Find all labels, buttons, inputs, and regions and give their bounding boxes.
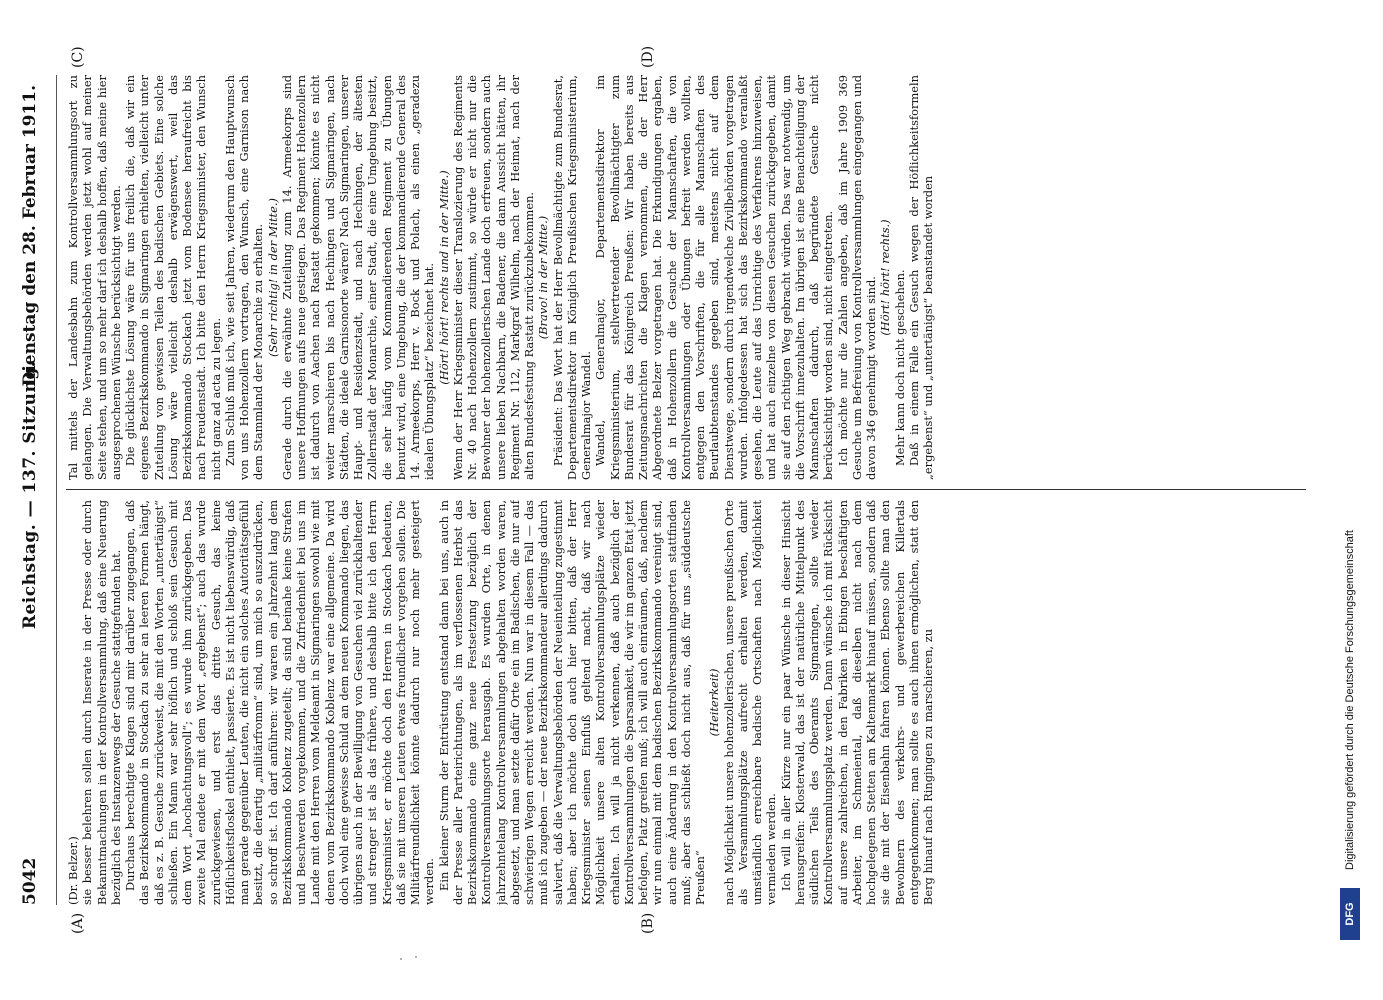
interjection: (Bravo! in der Mitte.): [536, 215, 551, 340]
margin-marker-a: (A): [70, 912, 86, 934]
scan-speck: [415, 956, 417, 958]
credit-text: Digitalisierung gefördert durch die Deutsche Forschungsgemeinschaft: [1344, 530, 1356, 870]
paragraph: Wenn der Herr Kriegsminister dieser Translozierung des Regiments Nr. 40 nach Hohenzollern zustimmt, so würde er nicht nur die Bewohner der hohenzollerischen Lande doch erfreuen, sondern auch unsere lieben Nachbarn, die Badener, die dann Aussicht hätten, ihr Regiment Nr. 112, Markgraf Wilhelm, nach der Heimat, nach der alten Bundesfestung Rastatt zurückzubekommen.: [450, 75, 536, 480]
interjection: (Heiterkeit): [707, 668, 722, 737]
paragraph: Mehr kann doch nicht geschehen.: [892, 269, 907, 466]
paragraph: Ich möchte nur die Zahlen angeben, daß im Jahre 1909 369 Gesuche um Befreiung von Kontrollversammlungen eingegangen und davon 346 genehmigt worden sind.: [835, 75, 878, 480]
header-rule: [56, 75, 57, 905]
margin-marker-d: (D): [640, 45, 656, 68]
interjection: (Hört! hört! rechts und in der Mitte.): [436, 170, 451, 385]
paragraph: Durchaus berechtigte Klagen sind mir darüber zugegangen, daß das Bezirkskommando in Stockach zu sehr an leeren Formen hängt, daß es z. B. Gesuche zurückweist, die mit den Worten „untertänigst“ schließen. Ein Mann war sehr höflich und schloß sein Gesuch mit dem Wort „hochachtungsvoll“; es wurde ihm zurückgegeben. Das zweite Mal endete er mit dem Wort „ergebenst“; auch das wurde zurückgewiesen, und erst das dritte Gesuch, das keine Höflichkeitsfloskel enthielt, passierte. Es ist nicht liebenswürdig, daß man gerade gegenüber Leuten, die nicht ein solches Autoritätsgefühl besitzt, die derartig „militärfromm“ sind, um mich so auszudrücken, so schroff ist. Ich darf anführen: wir waren ein Jahrzehnt lang dem Bezirkskommando Koblenz zugeteilt; da sind beinahe keine Strafen und Beschwerden vorgekommen, und die Zufriedenheit bei uns im Lande mit den Herren vom Meldeamt in Sigmaringen sowohl wie mit denen vom Bezirkskommando Koblenz war eine allgemeine. Da wird doch wohl eine gewisse Schuld an dem neuen Kommando liegen, das übrigens auch in der Bewilligung von Gesuchen viel zurückhaltender und strenger ist als das frühere, und deshalb bitte ich den Herrn Kriegsminister, er möchte doch den Herren in Stockach bedeuten, daß sie mit unseren Leuten etwas freundlicher vorgehen sollen. Die Militärfreundlichkeit könnte dadurch nur noch mehr gesteigert werden.: [123, 500, 437, 905]
margin-marker-b: (B): [640, 912, 656, 934]
left-text-column: [66, 500, 1306, 905]
paragraph: Wandel, Generalmajor, Departementsdirektor im Kriegsministerium, stellvertretender Bevollmächtigter zum Bundesrat für das Königreich Preußen: Wir haben bereits aus Zeitungsnachrichten die Klagen vernommen, die der Herr Abgeordnete Belzer vorgetragen hat. Die Erkundigungen ergaben, daß in Hohenzollern die Gesuche der Mannschaften, die von Kontrollversammlungen oder Übungen befreit werden wollten, entgegen den Vorschriften, die für alle Mannschaften des Beurlaubtenstandes gegeben sind, meistens nicht auf dem Dienstwege, sondern durch irgendwelche Zivilbehörden vorgetragen wurden. Infolgedessen hat sich das Bezirkskommando veranlaßt gesehen, die Leute auf das Unrichtige des Verfahrens hinzuweisen, und hat auch einzelne von diesen Gesuchen zurückgegeben, damit sie auf den richtigen Weg gebracht würden. Das war notwendig, um die Vorschrift innezuhalten. Im übrigen ist eine Benachteiligung der Mannschaften dadurch, daß begründete Gesuche nicht berücksichtigt worden sind, nicht eingetreten.: [593, 75, 836, 480]
dfg-logo: DFG: [1340, 888, 1360, 940]
paragraph: Die glücklichste Lösung wäre für uns freilich die, daß wir ein eigenes Bezirkskommando in Sigmaringen erhielten, vielleicht unter Zuteilung von gewissen Teilen des badischen Gebiets. Eine solche Lösung wäre vielleicht deshalb erwägenswert, weil das Bezirkskommando Stockach jetzt vom Bodensee heraufreicht bis nach Freudenstadt. Ich bitte den Herrn Kriegsminister, den Wunsch nicht ganz ad acta zu legen.: [123, 75, 223, 480]
right-text-column: [66, 75, 1306, 480]
page-title: Reichstag. — 137. Sitzung.: [20, 360, 40, 630]
column-divider: [66, 489, 1306, 490]
digitization-credit: [1340, 60, 1362, 940]
paragraph: Zum Schluß muß ich, wie seit Jahren, wiederum den Hauptwunsch von uns Hohenzollern vortragen, den Wunsch, eine Garnison nach dem Stammland der Monarchie zu erhalten.: [222, 75, 266, 480]
paragraph: Präsident: Das Wort hat der Herr Bevollmächtigte zum Bundesrat, Departementsdirektor im Königlich Preußischen Kriegsministerium, Generalmajor Wandel.: [550, 75, 593, 480]
paragraph: sie besser belehren sollen durch Inserate in der Presse oder durch Bekanntmachungen in der Kontrollversammlung, daß eine Neuerung bezüglich des Instanzenwegs der Gesuche stattgefunden hat.: [80, 500, 123, 905]
page-date: Dienstag den 28. Februar 1911.: [20, 85, 40, 387]
margin-marker-c: (C): [70, 46, 86, 68]
paragraph: Ein kleiner Sturm der Entrüstung entstand dann bei uns, auch in der Presse aller Parteirichtungen, als im verflossenen Herbst das Bezirkskommando eine ganz neue Festsetzung bezüglich der Kontrollversammlungsorte herausgab. Es wurden Orte, in denen jahrzehntelang Kontrollversammlungen abgehalten worden waren, abgesetzt, und man setzte dafür Orte ein im Badischen, die nur auf schwierigen Wegen erreicht werden. Nun war in diesem Fall — das muß ich zugeben — der neue Bezirkskommandeur allerdings dadurch salviert, daß die Verwaltungsbehörden der Neueinteilung zugestimmt haben; aber ich möchte doch auch hier bitten, daß der Herr Kriegsminister seinen Einfluß geltend macht, daß wir nach Möglichkeit unsere alten Kontrollversammlungsplätze wieder erhalten. Ich will ja nicht verkennen, daß auch bezüglich der Kontrollversammlungen die Sparsamkeit, die wir im ganzen Etat jetzt befolgen, Platz greifen muß; ich will auch einräumen, daß, nachdem wir nun einmal mit dem badischen Bezirkskommando vereinigt sind, auch eine Änderung in den Kontrollversammlungsorten stattfinden muß; aber das schließt doch nicht aus, daß für uns „süddeutsche Preußen“: [436, 500, 707, 905]
paragraph: (Dr. Belzer.): [66, 836, 80, 905]
interjection: (Hört! hört! rechts.): [878, 219, 893, 336]
paragraph: Daß in einem Falle ein Gesuch wegen der Höflichkeitsformeln „ergebenst“ und „untertänigst“ beanstandet worden: [906, 75, 935, 480]
paragraph: nach Möglichkeit unsere hohenzollerischen, unsere preußischen Orte als Versammlungsplätze aufrecht erhalten werden, damit umständlich erreichbare badische Ortschaften nach Möglichkeit vermieden werden.: [721, 500, 779, 905]
scan-speck: [400, 958, 402, 960]
paragraph: Tal mittels der Landesbahn zum Kontrollversammlungsort zu gelangen. Die Verwaltungsbehörden werden jetzt wohl auf meiner Seite stehen, und um so mehr darf ich deshalb hoffen, daß meine hier ausgesprochenen Wünsche berücksichtigt werden.: [66, 75, 123, 480]
interjection: (Sehr richtig! in der Mitte.): [265, 198, 280, 357]
paragraph: Gerade durch die erwähnte Zuteilung zum 14. Armeekorps sind unsere Hoffnungen aufs neue gestiegen. Das Regiment Hohenzollern ist dadurch von Aachen nach Rastatt gekommen; könnte es nicht weiter marschieren bis nach Hechingen und Sigmaringen, nach Städten, die ideale Garnisonorte wären? Nach Sigmaringen, unserer Haupt- und Residenzstadt, und nach Hechingen, der ältesten Zollernstadt der Monarchie, einer Stadt, die eine Umgebung besitzt, die sehr häufig vom Kommandierenden Regiment zu Übungen benutzt wird, eine Umgebung, die der kommandierende General des 14. Armeekorps, Herr v. Bock und Polach, als einen „geradezu idealen Übungsplatz“ bezeichnet hat.: [279, 75, 437, 480]
page-number: 5042: [20, 857, 40, 905]
paragraph: Ich will in aller Kürze nur ein paar Wünsche in dieser Hinsicht herausgreifen: Klosterwald, das ist der natürliche Mittelpunkt des südlichen Teils des Oberamts Sigmaringen, sollte wieder Kontrollversammlungsplatz werden. Dann wünsche ich mit Rücksicht auf unsere zahlreichen, in den Fabriken in Ebingen beschäftigten Arbeiter, im Schmeiental, daß dieselben nicht nach dem hochgelegenen Stetten am Kaltenmarkt hinauf müssen, sondern daß sie die mit der Eisenbahn fahren können. Ebenso sollte man den Bewohnern des verkehrs- und gewerbereichen Killertals entgegenkommen; man sollte es auch ihnen ermöglichen, statt den Berg hinauf nach Ringingen zu marschieren, zu: [778, 500, 935, 905]
page-header: [18, 85, 54, 905]
